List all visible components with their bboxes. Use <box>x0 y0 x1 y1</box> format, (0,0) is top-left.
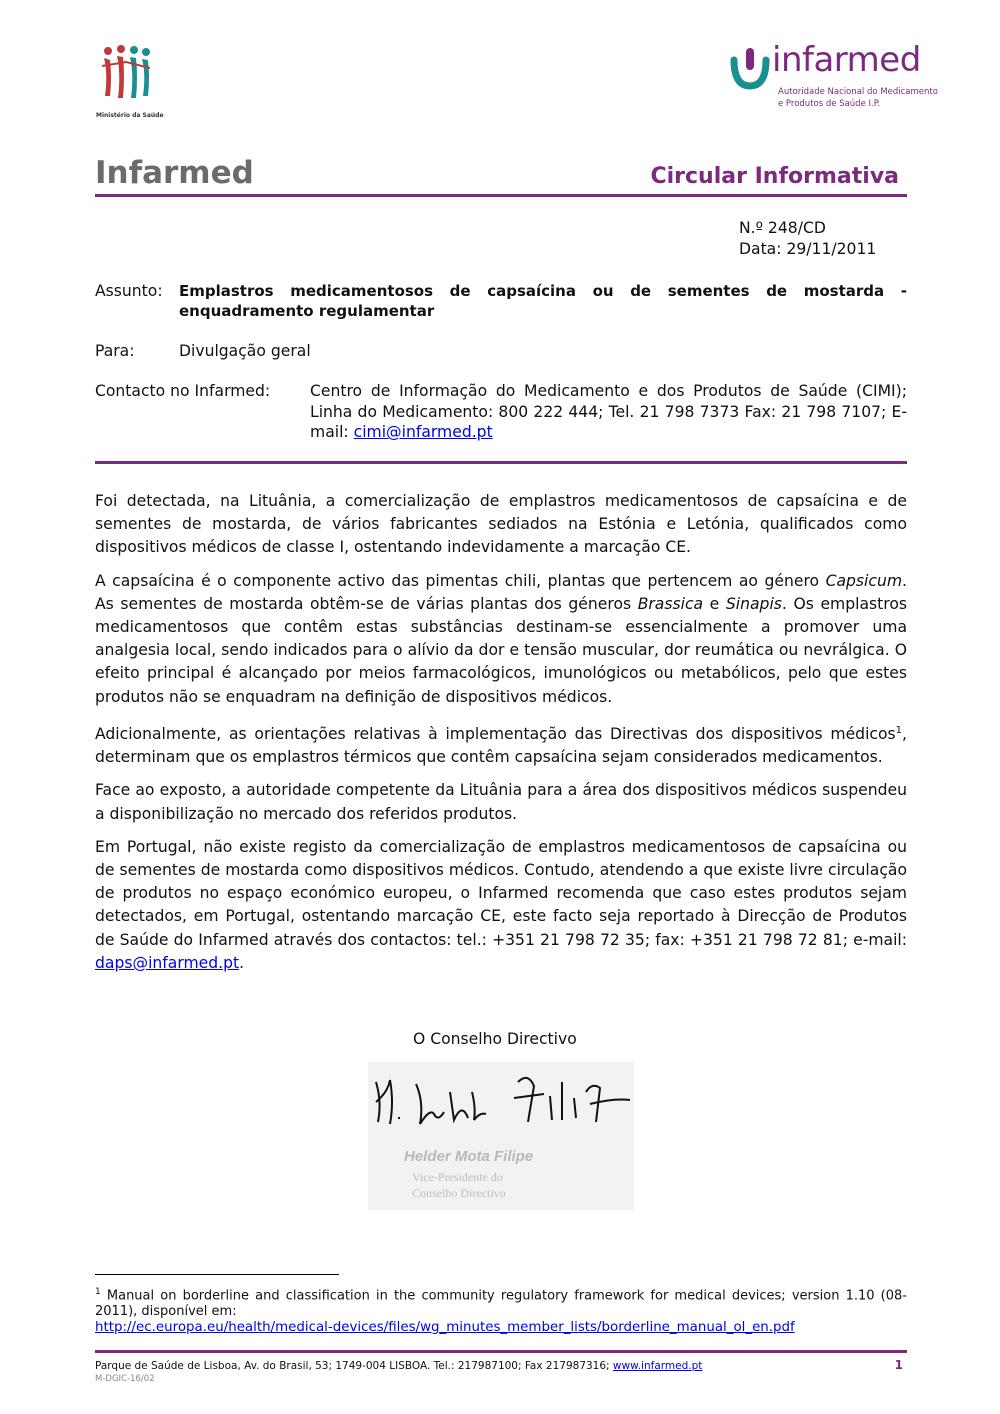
term-sinapis: Sinapis <box>725 594 782 613</box>
form-code: M-DGIC-16/02 <box>95 1374 155 1384</box>
signature-role-1: Vice-Presidente do <box>412 1170 503 1184</box>
subject-line-2: enquadramento regulamentar <box>179 302 435 320</box>
signature-stamp <box>368 1062 634 1210</box>
body-content <box>95 490 907 985</box>
footer-website-link[interactable]: www.infarmed.pt <box>612 1360 703 1372</box>
document-type-title: Circular Informativa <box>650 164 899 189</box>
footnote-text: Manual on borderline and classification in the community regulatory framework for medical devices; version 1.10 (08-2011), disponível em: <box>95 1288 907 1320</box>
footer <box>95 1360 907 1384</box>
paragraph-3-part-b: , determinam que os emplastros térmicos que contêm capsaícina sejam considerados medicamentos. <box>95 725 907 767</box>
contact-divider <box>95 461 907 464</box>
infarmed-logo-subtitle-1: Autoridade Nacional do Medicamento <box>778 87 938 97</box>
paragraph-3-part-a: Adicionalmente, as orientações relativas à implementação das Directivas dos dispositivos médicos <box>95 725 896 744</box>
footer-address: Parque de Saúde de Lisboa, Av. do Brasil, 53; 1749-004 LISBOA. Tel.: 217987100; Fax 217987316; <box>95 1360 613 1372</box>
paragraph-2-part-b: . As sementes de mostarda obtêm-se de várias plantas dos géneros <box>95 571 907 613</box>
ministry-figures-icon <box>96 44 156 106</box>
signature-name: Helder Mota Filipe <box>404 1148 534 1165</box>
circular-date: Data: 29/11/2011 <box>739 240 877 258</box>
signature-role-2: Conselho Directivo <box>412 1186 506 1200</box>
paragraph-2-part-a: A capsaícina é o componente activo das pimentas chili, plantas que pertencem ao género <box>95 571 826 590</box>
paragraph-5-end: . <box>239 953 245 972</box>
subject-label: Assunto: <box>95 282 163 300</box>
daps-email-link[interactable]: daps@infarmed.pt <box>95 953 240 972</box>
paragraph-5 <box>95 836 907 975</box>
to-value: Divulgação geral <box>179 342 311 360</box>
ministry-logo <box>96 44 164 119</box>
infarmed-drop-icon <box>726 46 774 92</box>
term-capsicum: Capsicum <box>825 571 903 590</box>
handwritten-signature-icon <box>368 1062 634 1152</box>
brand-title: Infarmed <box>95 155 254 191</box>
paragraph-5-text: Em Portugal, não existe registo da comercialização de emplastros medicamentosos de capsaícina ou de sementes de mostarda como dispositivos médicos. Contudo, atendendo a que existe livre circulação de produtos no espaço económico europeu, o Infarmed recomenda que caso estes produtos sejam detectados, em Portugal, ostentando marcação CE, este facto seja reportado à Direcção de Produtos de Saúde do Infarmed através dos contactos: tel.: +351 21 798 72 35; fax: +351 21 798 72 81; e-mail: <box>95 837 907 949</box>
footnote <box>95 1284 907 1336</box>
paragraph-4: Face ao exposto, a autoridade competente da Lituânia para a área dos dispositivos médicos suspendeu a disponibilização no mercado dos referidos produtos. <box>95 781 907 823</box>
footnote-mark: 1 <box>95 1287 101 1297</box>
footnote-reference[interactable]: 1 <box>895 724 903 736</box>
ministry-label: Ministério da Saúde <box>96 112 164 119</box>
contact-email-link[interactable]: cimi@infarmed.pt <box>353 423 493 441</box>
footer-divider <box>95 1350 907 1353</box>
paragraph-2-part-c: e <box>703 594 726 613</box>
contact-details: Centro de Informação do Medicamento e dos Produtos de Saúde (CIMI); Linha do Medicamento: 800 222 444; Tel. 21 798 7373 Fax: 21 798 7107; E-mail: <box>310 382 907 441</box>
subject-line-1: Emplastros medicamentosos de capsaícina ou de sementes de mostarda - <box>179 282 907 300</box>
infarmed-logo <box>726 40 938 116</box>
circular-number: N.º 248/CD <box>739 219 826 237</box>
contact-label: Contacto no Infarmed: <box>95 382 271 400</box>
contact-text <box>310 381 907 443</box>
page-number: 1 <box>894 1358 903 1372</box>
term-brassica: Brassica <box>637 594 704 613</box>
paragraph-1: Foi detectada, na Lituânia, a comercialização de emplastros medicamentosos de capsaícina e de sementes de mostarda, de vários fabricantes sediados na Estónia e Letónia, qualificados como dispositivos médicos de classe I, ostentando indevidamente a marcação CE. <box>95 492 907 557</box>
header-divider <box>95 194 907 197</box>
paragraph-3 <box>95 719 907 770</box>
paragraph-2-part-d: . Os emplastros medicamentosos que contêm estas substâncias destinam-se essencialmente a promover uma analgesia local, sendo indicados para o alívio da dor e tensão muscular, dor reumática ou nevrálgica. O efeito principal é alcançado por meios farmacológicos, imunológicos ou metabólicos, pelo que estes produtos não se enquadram na definição de dispositivos médicos. <box>95 594 907 706</box>
footnote-divider <box>95 1274 339 1275</box>
to-label: Para: <box>95 342 135 360</box>
infarmed-logo-text: infarmed <box>772 40 921 80</box>
paragraph-2 <box>95 570 907 709</box>
signoff-text: O Conselho Directivo <box>413 1030 577 1048</box>
footnote-url-link[interactable]: http://ec.europa.eu/health/medical-devices/files/wg_minutes_member_lists/borderline_manual_ol_en.pdf <box>95 1320 795 1336</box>
infarmed-logo-subtitle-2: e Produtos de Saúde I.P. <box>778 99 881 109</box>
